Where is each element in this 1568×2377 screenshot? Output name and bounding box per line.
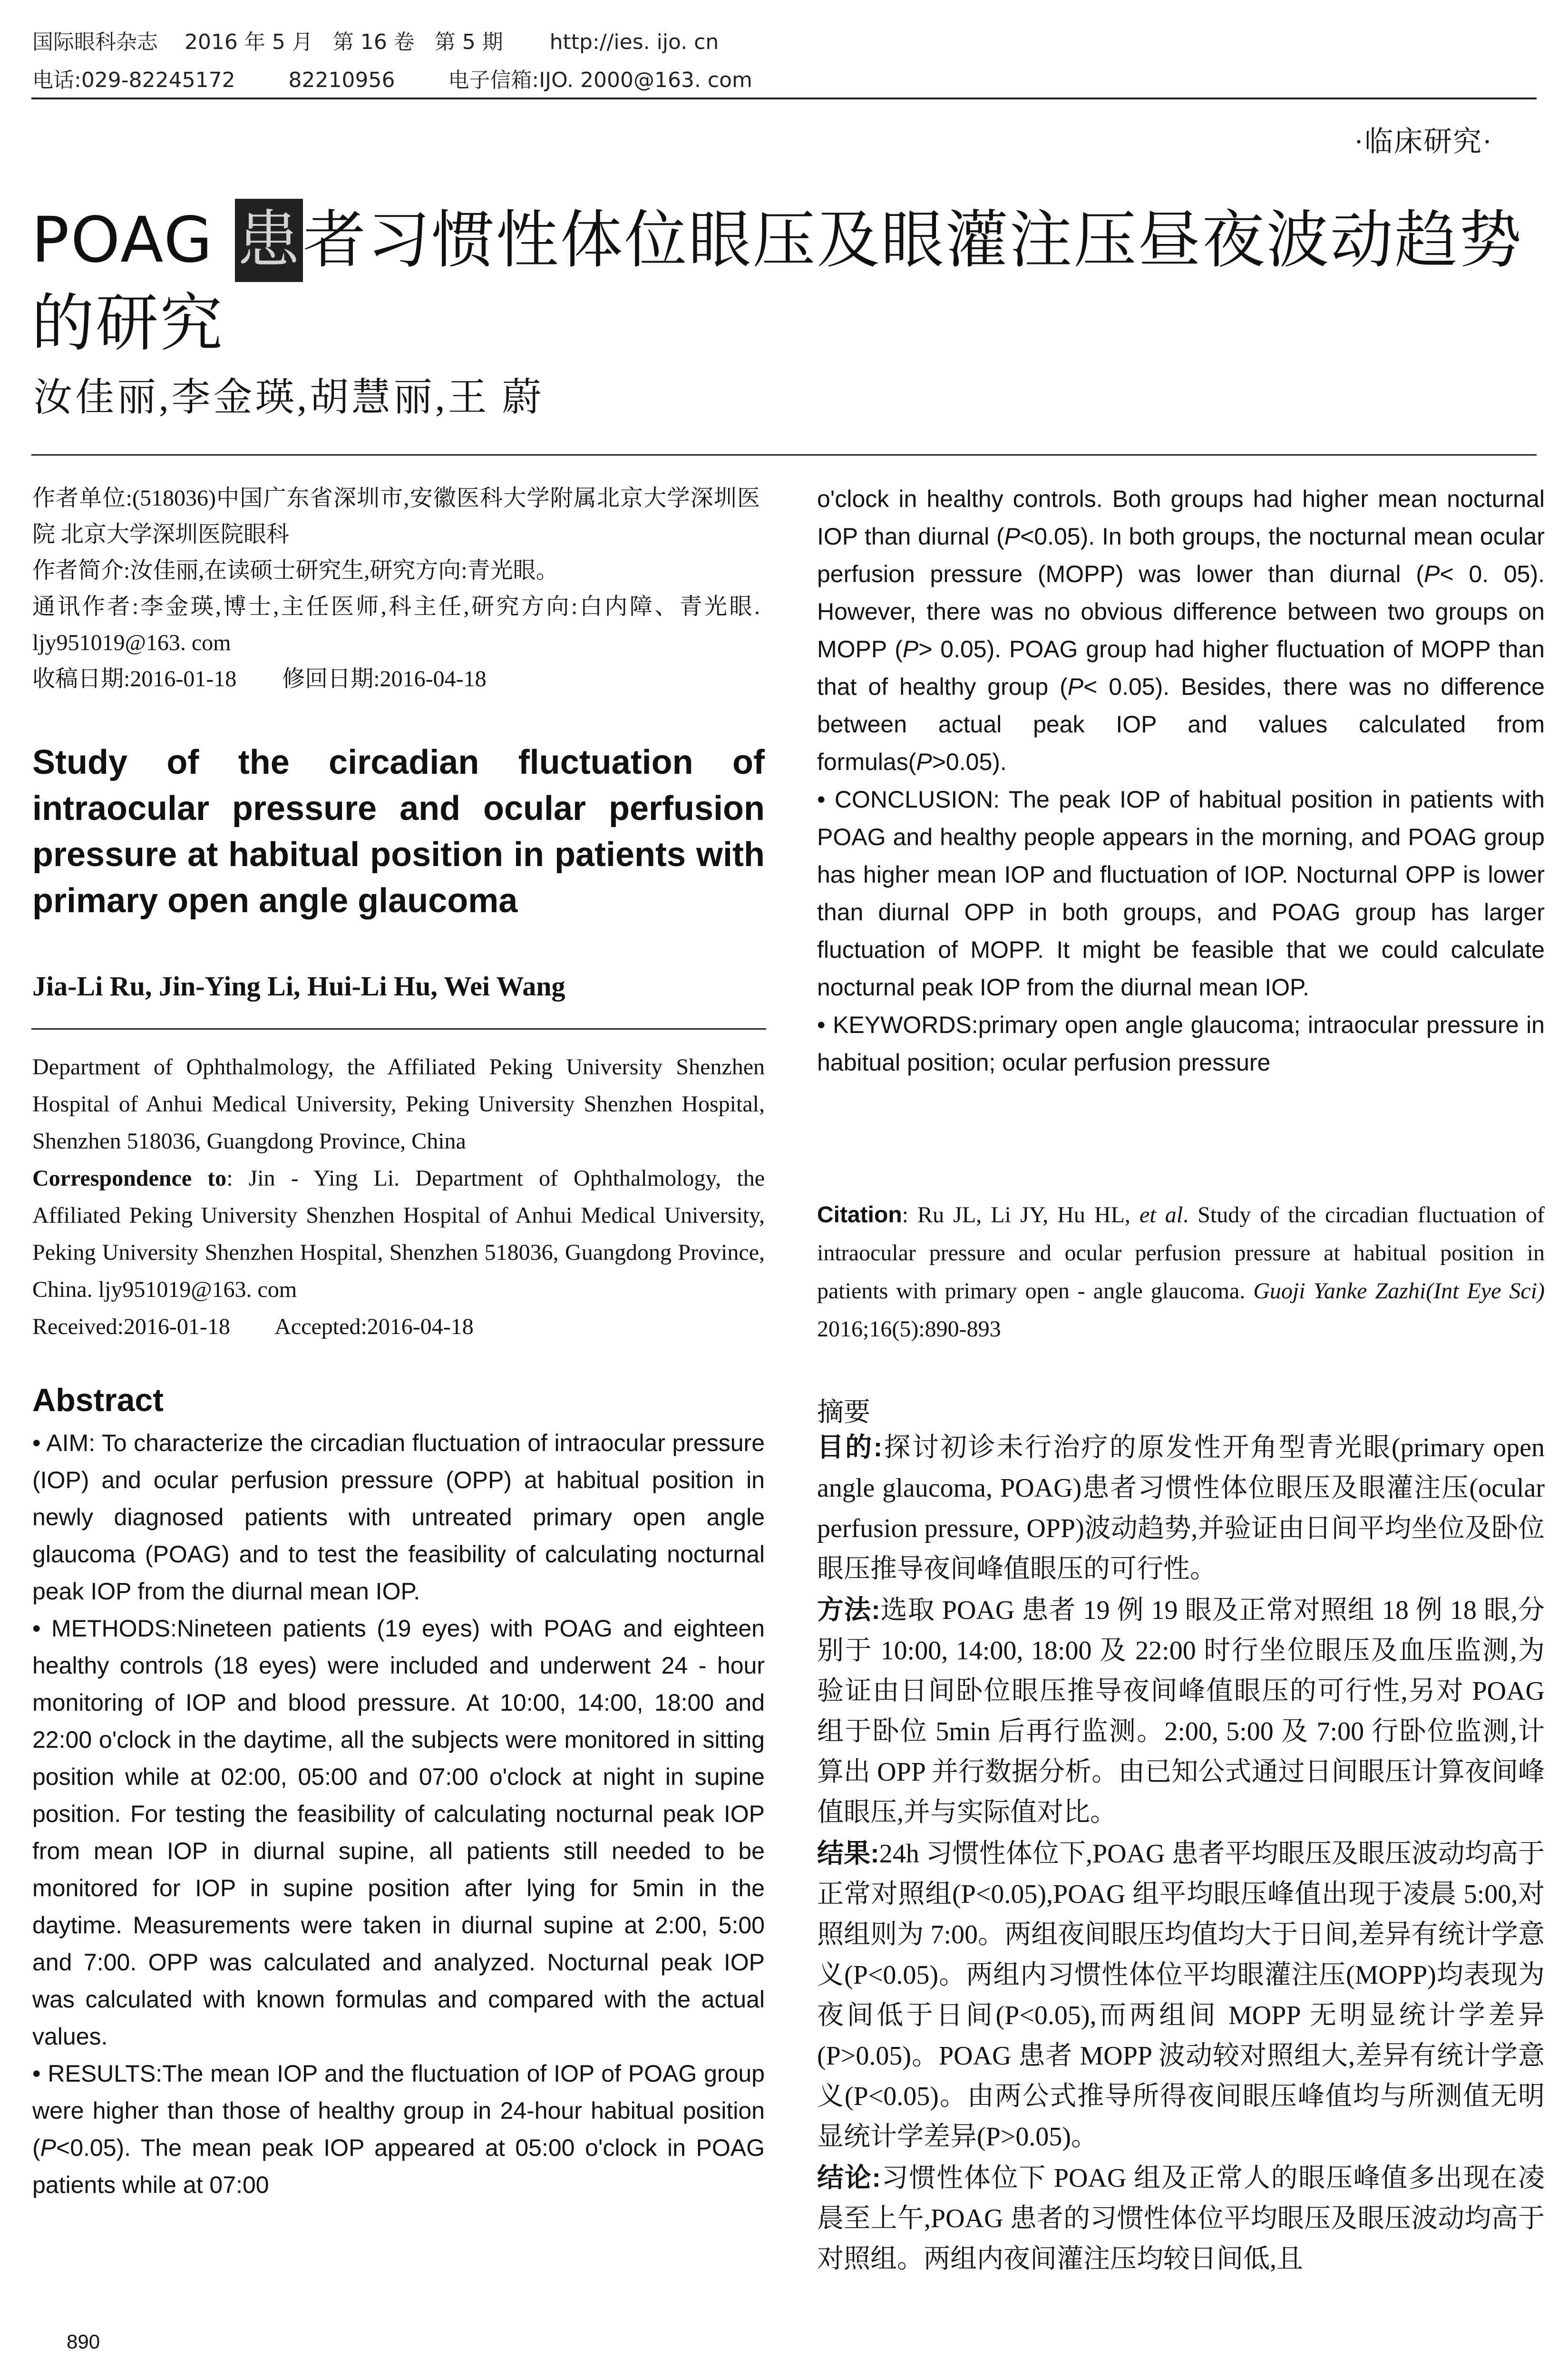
- p-symbol: P: [1423, 561, 1440, 587]
- header-divider: [31, 97, 1537, 99]
- correspondence: [32, 1160, 765, 1308]
- p-symbol: P: [1067, 673, 1084, 700]
- results-text-b: <0.05). The mean peak IOP appeared at 05:00 o'clock in POAG patients while at 07:00: [32, 2134, 765, 2198]
- results-cont-e: < 0.05). Besides, there was no difference between actual peak IOP and values calculated from formulas(: [817, 673, 1545, 775]
- cn-results-text: 24h 习惯性体位下,POAG 患者平均眼压及眼压波动均高于正常对照组(P<0.05),POAG 组平均眼压峰值出现于凌晨 5:00,对照组则为 7:00。两组夜间眼压均值均大于日间,差异有统计学意义(P<0.05)。两组内习惯性体位平均眼灌注压(MOPP)均表现为夜间低于日间(P<0.05),而两组间 MOPP 无明显统计学差异(P>0.05)。POAG 患者 MOPP 波动较对照组大,差异有统计学意义(P<0.05)。由两公式推导所得夜间眼压峰值均与所测值无明显统计学差异(P>0.05)。: [817, 1839, 1545, 2152]
- article-title: [31, 199, 1544, 365]
- cn-conclusion: [817, 2157, 1545, 2280]
- citation-etal: et al: [1139, 1202, 1183, 1227]
- cn-results-label: 结果:: [817, 1838, 879, 1868]
- results-text-a: The mean IOP and the fluctuation of IOP of POAG group were higher than those of healthy group in 24-hour habitual position (: [32, 2060, 765, 2161]
- chinese-abstract-heading: 摘要: [817, 1397, 870, 1428]
- dates-chinese: 收稿日期:2016-01-18 修回日期:2016-04-18: [32, 666, 487, 692]
- cn-results: [817, 1833, 1545, 2157]
- cn-conclusion-label: 结论:: [817, 2163, 881, 2192]
- english-title: Study of the circadian fluctuation of intraocular pressure and ocular perfusion pressure at habitual position in patients with primary open angle glaucoma: [32, 743, 765, 920]
- aim-text: To characterize the circadian fluctuation of intraocular pressure (IOP) and ocular perfusion pressure (OPP) at habitual position in newly diagnosed patients with untreated primary open angle glaucoma (POAG) and to test the feasibility of calculating nocturnal peak IOP from the diurnal mean IOP.: [32, 1430, 765, 1605]
- results-cont-a: o'clock in healthy controls. Both groups had higher mean nocturnal IOP than diurnal (: [817, 486, 1545, 550]
- methods-text: Nineteen patients (19 eyes) with POAG and eighteen healthy controls (18 eyes) were included and underwent 24 - hour monitoring of IOP and blood pressure. At 10:00, 14:00, 18:00 and 22:00 o'clock in the daytime, all the subjects were monitored in sitting position while at 02:00, 05:00 and 07:00 o'clock at night in supine position. For testing the feasibility of calculating nocturnal peak IOP from mean IOP in diurnal supine, all patients still needed to be monitored for IOP in supine position after lying for 5min in the daytime. Measurements were taken in diurnal supine at 2:00, 5:00 and 7:00. OPP was calculated and analyzed. Nocturnal peak IOP was calculated with known formulas and compared with the actual values.: [32, 1615, 765, 2050]
- chinese-abstract-body: [817, 1427, 1545, 2280]
- results-label: • RESULTS:: [32, 2060, 163, 2087]
- corresponding-author: 通讯作者:李金瑛,博士,主任医师,科主任,研究方向:白内障、青光眼. ljy951019@163. com: [32, 594, 760, 655]
- authors-divider: [31, 1028, 766, 1030]
- conclusion-text: The peak IOP of habitual position in patients with POAG and healthy people appears in the morning, and POAG group has higher mean IOP and fluctuation of IOP. Nocturnal OPP is lower than diurnal OPP in both groups, and POAG group has larger fluctuation of MOPP. It might be feasible that we could calculate nocturnal peak IOP from the diurnal mean IOP.: [817, 786, 1545, 1001]
- p-symbol: P: [902, 636, 919, 662]
- author-profile: 作者简介:汝佳丽,在读硕士研究生,研究方向:青光眼。: [32, 558, 559, 583]
- author-unit: 作者单位:(518036)中国广东省深圳市,安徽医科大学附属北京大学深圳医院 北京大学深圳医院眼科: [32, 486, 760, 547]
- cn-methods: [817, 1589, 1545, 1833]
- dates-english: Received:2016-01-18 Accepted:2016-04-18: [32, 1314, 474, 1339]
- department-text: Department of Ophthalmology, the Affiliated Peking University Shenzhen Hospital of Anhui Medical University, Peking University Shenzhen Hospital, Shenzhen 518036, Guangdong Province, China: [32, 1054, 765, 1154]
- title-divider: [31, 454, 1537, 456]
- abstract-methods: [32, 1610, 765, 2055]
- cn-methods-label: 方法:: [817, 1595, 880, 1625]
- abstract-keywords: [817, 1006, 1545, 1081]
- title-highlighted-char: 患: [235, 199, 303, 282]
- conclusion-label: • CONCLUSION:: [817, 786, 1000, 813]
- results-cont-b: <0.05). In both groups, the nocturnal mean ocular perfusion pressure (MOPP) was lower than diurnal (: [817, 523, 1545, 587]
- section-label: ·临床研究·: [1354, 126, 1493, 157]
- cn-methods-text: 选取 POAG 患者 19 例 19 眼及正常对照组 18 例 18 眼,分别于 10:00, 14:00, 18:00 及 22:00 时行坐位眼压及血压监测,为验证由日间卧位眼压推导夜间峰值眼压的可行性,另对 POAG 组于卧位 5min 后再行监测。2:00, 5:00 及 7:00 行卧位监测,计算出 OPP 并行数据分析。由已知公式通过日间眼压计算夜间峰值眼压,并与实际值对比。: [817, 1596, 1545, 1827]
- abstract-body-left: [32, 1424, 765, 2203]
- citation-text-b: . Study of the circadian fluctuation of intraocular pressure and ocular perfusion pressure at habitual position in patients with primary open - angle glaucoma.: [817, 1202, 1545, 1304]
- journal-header-line2: 电话:029-82245172 82210956 电子信箱:IJO. 2000@163. com: [32, 68, 752, 92]
- affiliation-chinese: [32, 480, 760, 697]
- abstract-aim: [32, 1424, 765, 1610]
- correspondence-text: : Jin - Ying Li. Department of Ophthalmology, the Affiliated Peking University Shenzhen Hospital of Anhui Medical University, Peking University Shenzhen Hospital, Shenzhen 518036, Guangdong Province, China. ljy951019@163. com: [32, 1166, 765, 1302]
- cn-conclusion-text: 习惯性体位下 POAG 组及正常人的眼压峰值多出现在凌晨至上午,POAG 患者的习惯性体位平均眼压及眼压波动均高于对照组。两组内夜间灌注压均较日间低,且: [817, 2163, 1545, 2274]
- citation-text-a: : Ru JL, Li JY, Hu HL,: [902, 1202, 1140, 1227]
- english-authors: Jia-Li Ru, Jin-Ying Li, Hui-Li Hu, Wei Wang: [32, 971, 565, 1002]
- citation-journal: Guoji Yanke Zazhi(Int Eye Sci): [1253, 1278, 1545, 1304]
- cn-aim: [817, 1427, 1545, 1589]
- keywords-text: primary open angle glaucoma; intraocular pressure in habitual position; ocular perfusion pressure: [817, 1012, 1545, 1076]
- citation-label: Citation: [817, 1202, 902, 1227]
- title-rest: 者习惯性体位眼压及眼灌注压昼夜波动趋势的研究: [31, 204, 1523, 360]
- department-english: [32, 1049, 765, 1345]
- abstract-body-right: [817, 480, 1545, 1081]
- results-cont-d: > 0.05). POAG group had higher fluctuation of MOPP than that of healthy group (: [817, 636, 1545, 700]
- cn-aim-text: 探讨初诊未行治疗的原发性开角型青光眼(primary open angle glaucoma, POAG)患者习惯性体位眼压及眼灌注压(ocular perfusion pressure, OPP)波动趋势,并验证由日间平均坐位及卧位眼压推导夜间峰值眼压的可行性。: [817, 1433, 1545, 1584]
- results-cont-f: >0.05).: [932, 749, 1007, 775]
- title-prefix: POAG: [31, 204, 235, 277]
- abstract-conclusion: [817, 781, 1545, 1006]
- p-symbol: P: [40, 2134, 57, 2161]
- results-cont-c: < 0. 05). However, there was no obvious difference between two groups on MOPP (: [817, 561, 1545, 662]
- p-symbol: P: [1004, 523, 1021, 550]
- authors-chinese: 汝佳丽,李金瑛,胡慧丽,王 蔚: [33, 376, 545, 419]
- page-number: 890: [67, 2330, 100, 2353]
- abstract-heading: Abstract: [32, 1382, 164, 1418]
- p-symbol: P: [916, 749, 932, 775]
- keywords-label: • KEYWORDS:: [817, 1012, 978, 1038]
- abstract-results-continued: [817, 480, 1545, 781]
- aim-label: • AIM:: [32, 1430, 96, 1456]
- abstract-results: [32, 2055, 765, 2203]
- cn-aim-label: 目的:: [817, 1432, 883, 1462]
- methods-label: • METHODS:: [32, 1615, 177, 1642]
- journal-header-line1: 国际眼科杂志 2016 年 5 月 第 16 卷 第 5 期 http://ies. ijo. cn: [32, 30, 719, 54]
- citation: [817, 1196, 1545, 1348]
- correspondence-label: Correspondence to: [32, 1166, 227, 1191]
- citation-text-c: 2016;16(5):890-893: [817, 1316, 1001, 1342]
